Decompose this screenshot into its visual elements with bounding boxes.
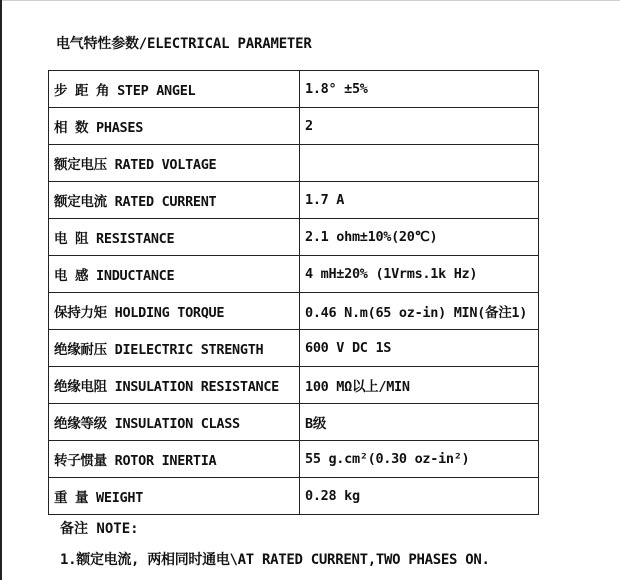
table-row [49,478,539,515]
table-row [49,330,539,367]
parameter-value: 1.8° ±5% [300,71,539,108]
note-title: 备注 NOTE: [60,521,139,537]
note-item: 1.额定电流, 两相同时通电\AT RATED CURRENT,TWO PHASES ON. [60,552,490,568]
parameter-label: 绝缘电阻 INSULATION RESISTANCE [49,367,300,404]
table-row [49,441,539,478]
parameter-label: 相 数 PHASES [49,108,300,145]
parameter-label: 绝缘等级 INSULATION CLASS [49,404,300,441]
page-top-edge [0,0,620,1]
parameter-value: 4 mH±20% (1Vrms.1k Hz) [300,256,539,293]
parameter-value: 2 [300,108,539,145]
parameter-value: 0.28 kg [300,478,539,515]
parameter-value [300,145,539,182]
parameter-label: 绝缘耐压 DIELECTRIC STRENGTH [49,330,300,367]
parameter-table [48,70,539,515]
table-row [49,182,539,219]
parameter-value: 1.7 A [300,182,539,219]
parameter-value: 55 g.cm²(0.30 oz-in²) [300,441,539,478]
parameter-label: 额定电压 RATED VOLTAGE [49,145,300,182]
table-row [49,404,539,441]
parameter-label: 转子惯量 ROTOR INERTIA [49,441,300,478]
parameter-value: 2.1 ohm±10%(20℃) [300,219,539,256]
parameter-label: 保持力矩 HOLDING TORQUE [49,293,300,330]
parameter-label: 电 感 INDUCTANCE [49,256,300,293]
table-row [49,367,539,404]
parameter-value: 0.46 N.m(65 oz-in) MIN(备注1) [300,293,539,330]
table-row [49,145,539,182]
table-row [49,293,539,330]
parameter-value: B级 [300,404,539,441]
parameter-value: 100 MΩ以上/MIN [300,367,539,404]
table-row [49,256,539,293]
table-row [49,71,539,108]
parameter-value: 600 V DC 1S [300,330,539,367]
parameter-label: 额定电流 RATED CURRENT [49,182,300,219]
parameter-label: 重 量 WEIGHT [49,478,300,515]
page-left-border [0,0,2,580]
table-row [49,108,539,145]
section-title: 电气特性参数/ELECTRICAL PARAMETER [56,36,312,52]
parameter-label: 步 距 角 STEP ANGEL [49,71,300,108]
parameter-label: 电 阻 RESISTANCE [49,219,300,256]
table-row [49,219,539,256]
